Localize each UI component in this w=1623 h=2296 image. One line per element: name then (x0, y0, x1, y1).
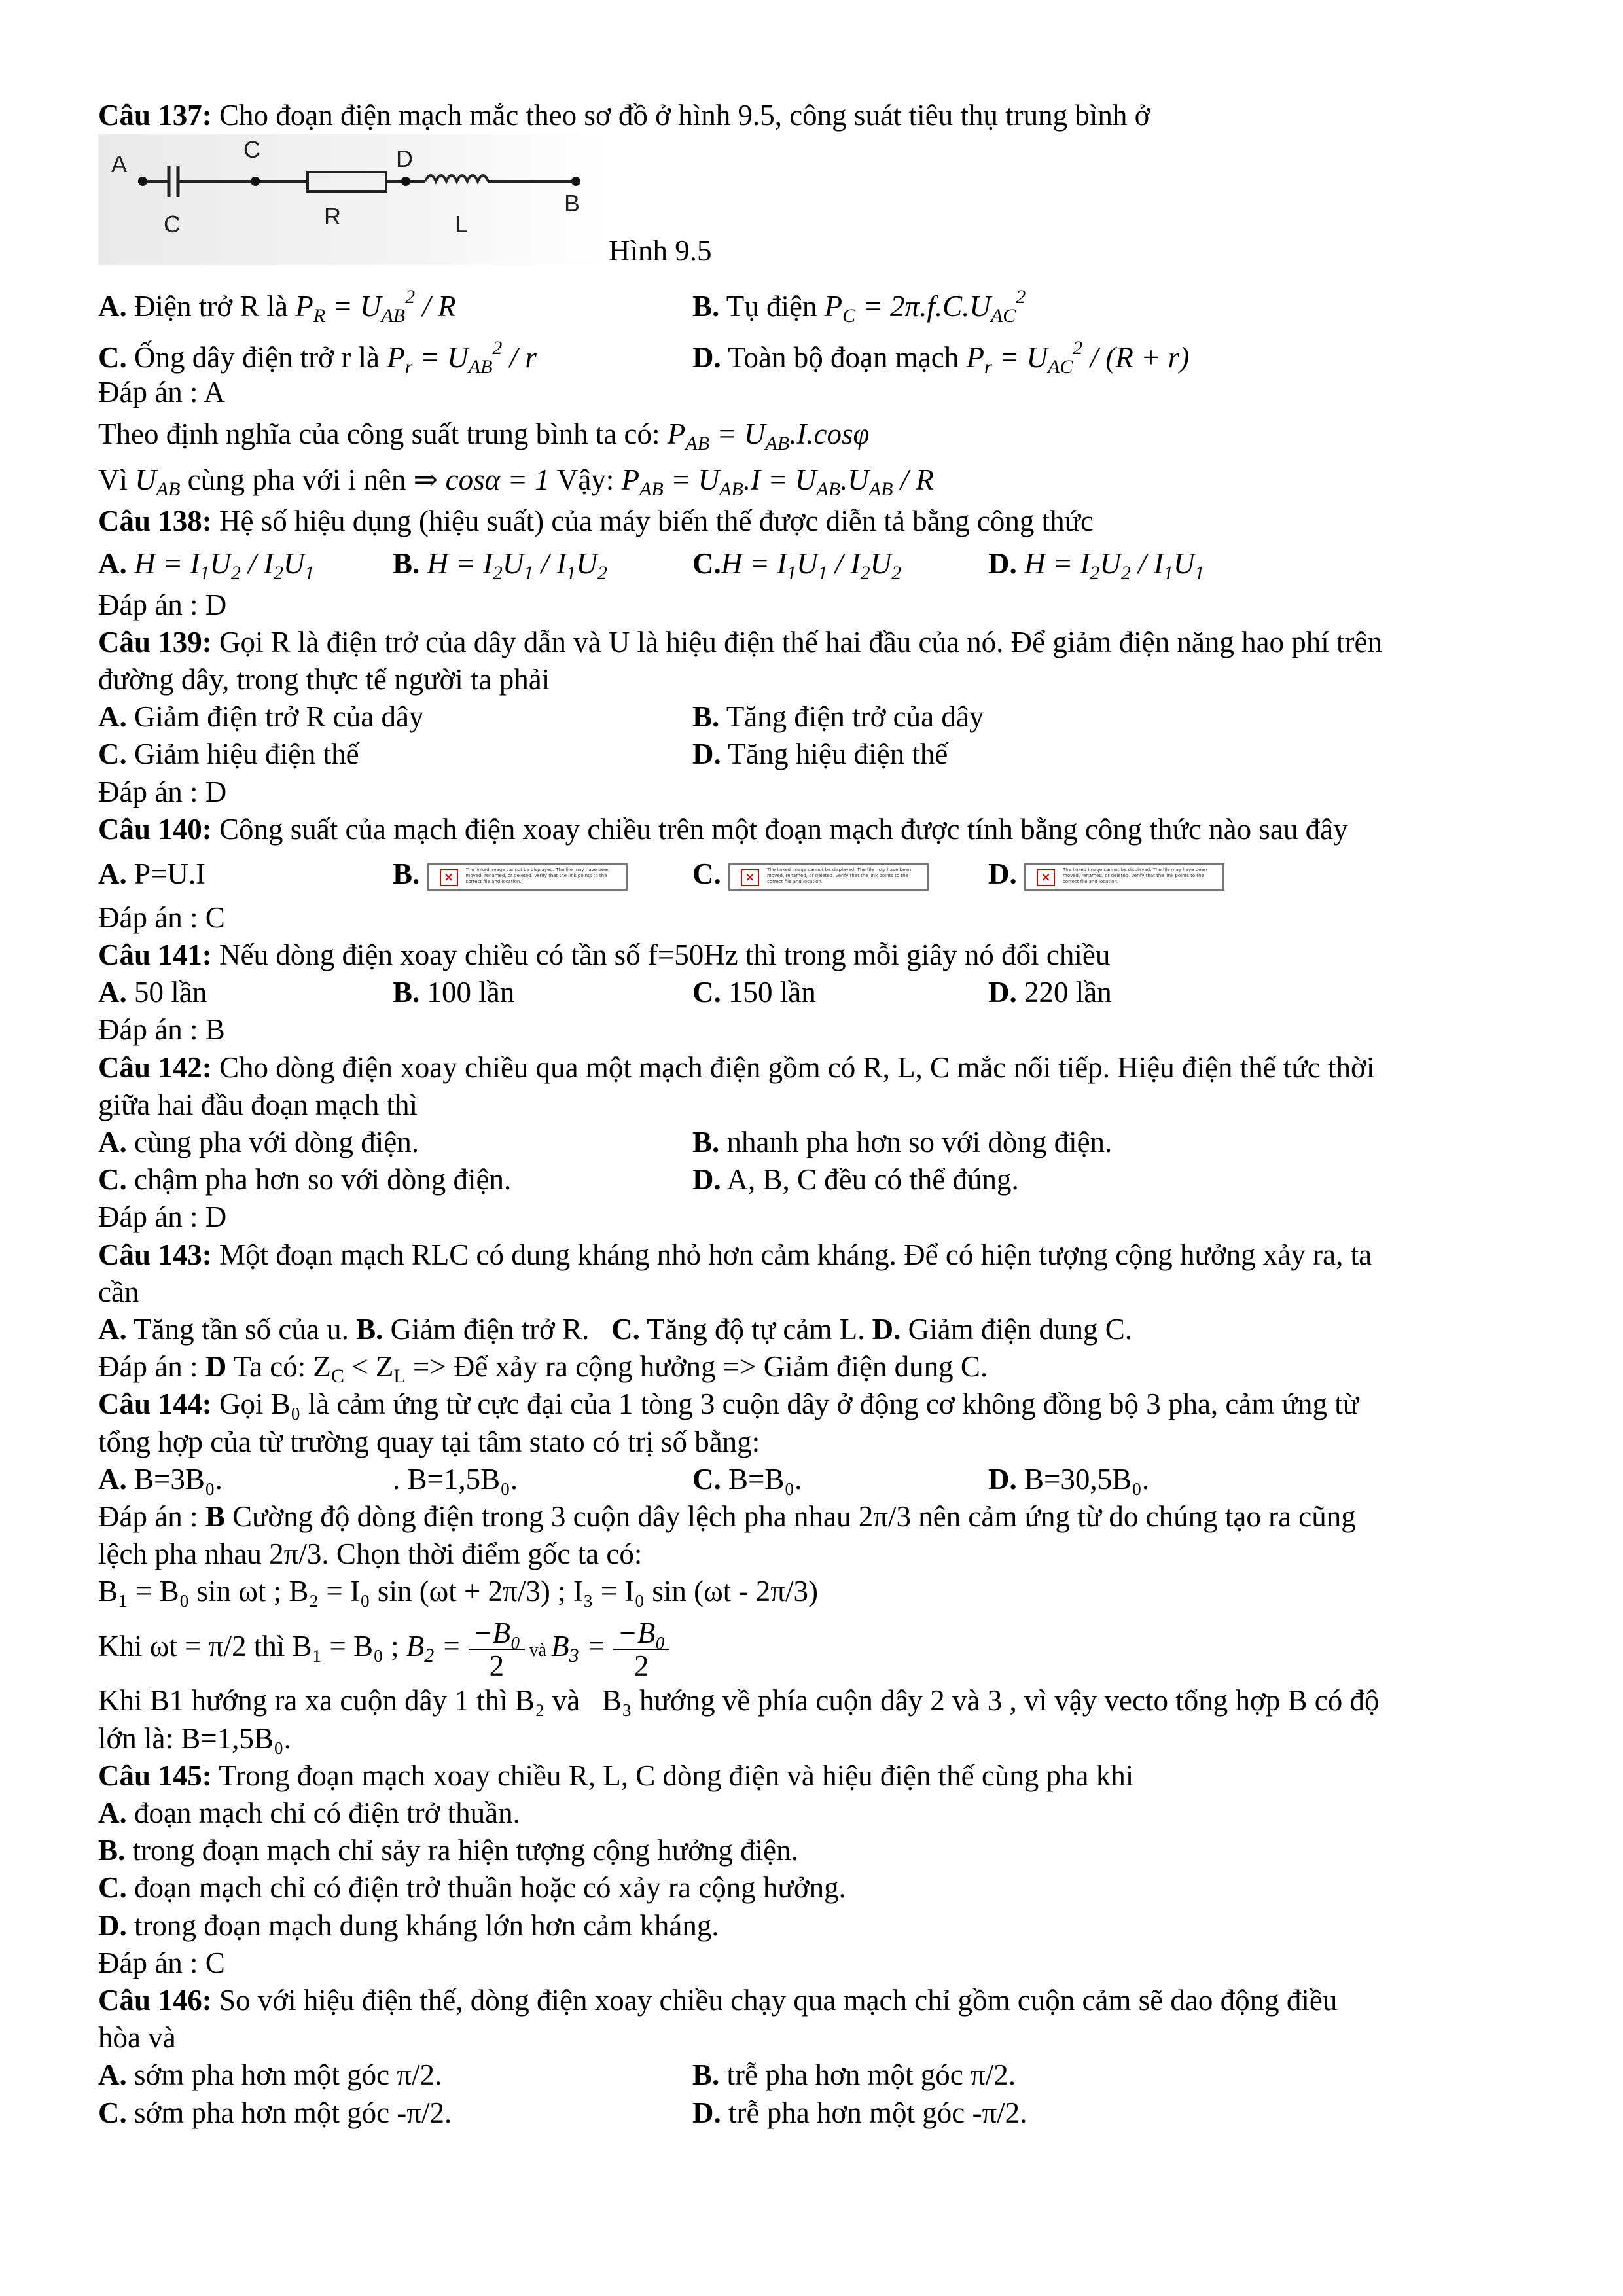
q144-stem: Câu 144: Gọi B₀ là cảm ứng từ cực đại của 1 tòng 3 cuộn dây ở động cơ không đồng bộ 3 pha, cảm ứng từ (98, 1388, 1359, 1421)
q137-text: Cho đoạn điện mạch mắc theo sơ đồ ở hình 9.5, công suát tiêu thụ trung bình ở (211, 99, 1150, 132)
q143-stem-2: cần (98, 1275, 139, 1308)
formula-pc: $P_C = 2\pi.f.C.U_{AC}^2$ (824, 286, 1026, 327)
q144-answer-2: lệch pha nhau 2π/3. Chọn thời điểm gốc ta có: (98, 1537, 643, 1571)
q142-options-cd: C. chậm pha hơn so với dòng điện. D. A, B, C đều có thể đúng. (98, 1163, 1019, 1196)
q137-exp2: Vì $U_{AB}$ cùng pha với i nên ⇒ cosα = 1 Vậy: $P_{AB} = U_{AB}.I = U_{AB}.U_{AB} / R$ (98, 463, 934, 501)
q142-stem-2: giữa hai đầu đoạn mạch thì (98, 1088, 418, 1121)
fig-label-C: C (243, 136, 260, 164)
q145-stem: Câu 145: Trong đoạn mạch xoay chiều R, L, C dòng điện và hiệu điện thế cùng pha khi (98, 1759, 1134, 1792)
formula-pr-r: $P_r = U_{AB}^2 / r$ (387, 337, 537, 378)
q144-end-1: Khi B1 hướng ra xa cuộn dây 1 thì B₂ và B₃ hướng về phía cuộn dây 2 và 3 , vì vậy vecto tổng hợp B có độ (98, 1684, 1380, 1717)
fig-label-D: D (396, 145, 413, 173)
q138-options: A. $H = I_1U_2 / I_2U_1$ B. $H = I_2U_1 / I_1U_2$ $C.H = I_1U_1 / I_2U_2$ D. $H = I_2U_2 / I_1U_1$ (98, 547, 1205, 584)
q144-equation: B₁ = B₀ sin ωt ; B₂ = I₀ sin (ωt + 2π/3) ; I₃ = I₀ sin (ωt - 2π/3) (98, 1575, 818, 1608)
circuit-photo (98, 134, 609, 265)
q144-options: A. B=3B₀. . B=1,5B₀. C. B=B₀. D. B=30,5B₀. (98, 1462, 1150, 1496)
q145-opt-b: B. trong đoạn mạch chỉ sảy ra hiện tượng cộng hưởng điện. (98, 1834, 798, 1867)
q137-label: Câu 137: (98, 99, 212, 132)
q144-when: Khi ωt = π/2 thì B₁ = B₀ ; $B_2$ = $\frac{\text{−B₀}}{2}$ và $B_3$ = $\frac{\text{−B₀}}{2}$ (98, 1610, 1544, 1682)
q145-opt-a: A. đoạn mạch chỉ có điện trở thuần. (98, 1797, 520, 1829)
q137-exp1: Theo định nghĩa của công suất trung bình ta có: $P_{AB} = U_{AB}.I.\cos\varphi$ (98, 418, 870, 455)
q139-stem-2: đường dây, trong thực tế người ta phải (98, 662, 550, 696)
q137-options-ab: A. Điện trở R là $P_R = U_{AB}^2 / R$ B. Tụ điện $P_C = 2\pi.f.C.U_{AC}^2$ (98, 286, 1026, 327)
q142-stem: Câu 142: Cho dòng điện xoay chiều qua một mạch điện gồm có R, L, C mắc nối tiếp. Hiệu điện thế tức thời (98, 1050, 1375, 1084)
q143-options: A. Tăng tần số của u. B. Giảm điện trở R. C. Tăng độ tự cảm L. D. Giảm điện dung C. (98, 1312, 1133, 1346)
q139-stem: Câu 139: Gọi R là điện trở của dây dẫn và U là hiệu điện thế hai đầu của nó. Để giảm điện năng hao phí trên (98, 625, 1383, 658)
q144-answer: Đáp án : B Cường độ dòng điện trong 3 cuộn dây lệch pha nhau 2π/3 nên cảm ứng từ do chúng tạo ra cũng (98, 1499, 1356, 1533)
formula-pr-total: $P_r = U_{AC}^2 / (R + r)$ (966, 337, 1190, 378)
q144-stem-2: tổng hợp của từ trường quay tại tâm stato có trị số bằng: (98, 1425, 760, 1458)
q138-stem: Câu 138: Hệ số hiệu dụng (hiệu suất) của máy biến thế được diễn tả bằng công thức (98, 505, 1094, 538)
broken-image-c: × The linked image cannot be displayed. The file may have been moved, renamed, or deleted. Verify that the link points to the correct file and location. (728, 863, 929, 891)
q146-stem: Câu 146: So với hiệu điện thế, dòng điện xoay chiều chạy qua mạch chỉ gồm cuộn cảm sẽ dao động điều (98, 1983, 1338, 2017)
q143-stem: Câu 143: Một đoạn mạch RLC có dung kháng nhỏ hơn cảm kháng. Để có hiện tượng cộng hưởng xảy ra, ta (98, 1238, 1372, 1271)
broken-image-b: × The linked image cannot be displayed. The file may have been moved, renamed, or deleted. Verify that the link points to the correct file and location. (427, 863, 628, 891)
q145-answer: Đáp án : C (98, 1946, 225, 1979)
q141-answer: Đáp án : B (98, 1013, 225, 1047)
fig-label-C2: C (164, 211, 181, 238)
q142-options-ab: A. cùng pha với dòng điện. B. nhanh pha hơn so với dòng điện. (98, 1126, 1113, 1158)
figure-caption: Hình 9.5 (609, 234, 712, 268)
q140-options: A. P=U.I B. × The linked image cannot be displayed. The file may have been moved, renamed, or deleted. Verify that the link points to the correct file and location. C. × The linked image cannot be displayed. The file may have been moved, renamed, or deleted. Verify that the link points to the correct file and location. D. × The linked image cannot be displayed. The file may have been moved, renamed, or deleted. Verify that the link points to the correct file and location. (98, 848, 1544, 899)
q138-answer: Đáp án : D (98, 588, 227, 621)
q140-answer: Đáp án : C (98, 901, 225, 934)
q140-stem: Câu 140: Công suất của mạch điện xoay chiều trên một đoạn mạch được tính bằng công thức nào sau đây (98, 812, 1348, 846)
q144-end-2: lớn là: B=1,5B₀. (98, 1721, 291, 1755)
circuit-diagram (98, 134, 609, 265)
fig-label-B: B (564, 190, 580, 217)
fig-label-L: L (455, 211, 469, 238)
q145-opt-c: C. đoạn mạch chỉ có điện trở thuần hoặc có xảy ra cộng hưởng. (98, 1871, 846, 1905)
q142-answer: Đáp án : D (98, 1200, 227, 1234)
q137-options-cd: C. Ống dây điện trở r là $P_r = U_{AB}^2 / r$ D. Toàn bộ đoạn mạch $P_r = U_{AC}^2 / (R + r)$ (98, 337, 1190, 378)
q146-stem-2: hòa và (98, 2021, 176, 2054)
q139-answer: Đáp án : D (98, 775, 227, 808)
q139-options-cd: C. Giảm hiệu điện thế D. Tăng hiệu điện thế (98, 738, 948, 771)
broken-image-d: × The linked image cannot be displayed. The file may have been moved, renamed, or deleted. Verify that the link points to the correct file and location. (1024, 863, 1224, 891)
document-page (98, 97, 1544, 2132)
figure-9-5 (98, 134, 1544, 272)
q137-answer: Đáp án : A (98, 376, 225, 409)
q139-options-ab: A. Giảm điện trở R của dây B. Tăng điện trở của dây (98, 700, 984, 734)
q137-stem (98, 97, 1544, 134)
fig-label-R: R (324, 203, 341, 230)
q146-options-ab: A. sớm pha hơn một góc π/2. B. trễ pha hơn một góc π/2. (98, 2058, 1016, 2092)
formula-pr: $P_R = U_{AB}^2 / R$ (295, 286, 456, 327)
q141-options: A. 50 lần B. 100 lần C. 150 lần D. 220 lần (98, 976, 1112, 1009)
q141-stem: Câu 141: Nếu dòng điện xoay chiều có tần số f=50Hz thì trong mỗi giây nó đổi chiều (98, 939, 1111, 972)
q145-opt-d: D. trong đoạn mạch dung kháng lớn hơn cảm kháng. (98, 1909, 719, 1942)
q146-options-cd: C. sớm pha hơn một góc -π/2. D. trễ pha hơn một góc -π/2. (98, 2096, 1027, 2129)
fig-label-A: A (111, 151, 128, 178)
q143-answer: Đáp án : D Ta có: $Z_C < Z_L$ => Để xảy ra cộng hưởng => Giảm điện dung C. (98, 1350, 988, 1388)
